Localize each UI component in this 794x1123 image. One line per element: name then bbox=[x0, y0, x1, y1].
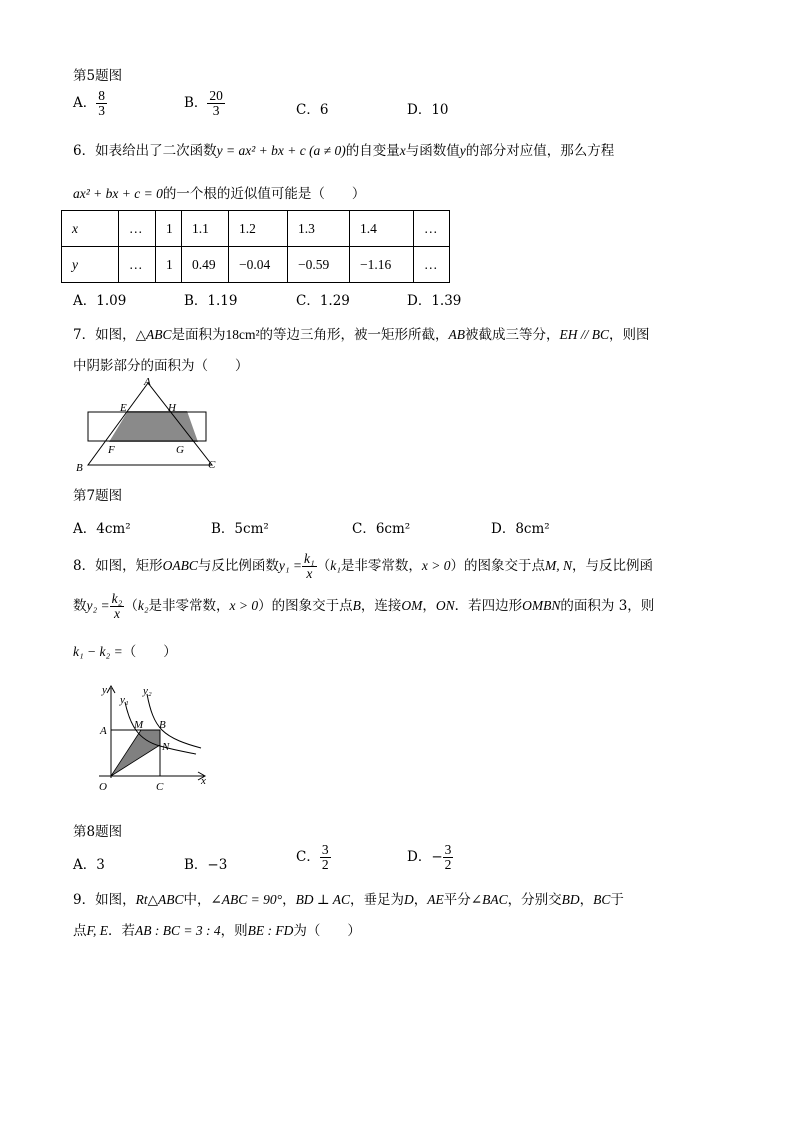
q5-option-a[interactable]: A． $\frac{8}{3}$ bbox=[73, 88, 105, 119]
q7-option-b[interactable]: B．5cm² bbox=[211, 521, 269, 537]
q9-stem-line2: 点F, E．若AB : BC = 3 : 4，则BE : FD为（ ） bbox=[73, 923, 361, 939]
q5-option-b[interactable]: B． $\frac{20}{3}$ bbox=[184, 88, 223, 119]
label-o: O bbox=[99, 781, 107, 793]
q7-stem-line1: 7．如图，△ABC是面积为18cm²的等边三角形，被一矩形所截，AB被截成三等分，EH // BC，则图 bbox=[73, 327, 650, 343]
fraction: $\frac{20}{3}$ bbox=[209, 88, 223, 119]
fraction: $\frac{3}{2}$ bbox=[321, 842, 329, 873]
table-cell: −0.59 bbox=[288, 247, 350, 283]
table-cell: −0.04 bbox=[229, 247, 288, 283]
label-a: A bbox=[100, 725, 107, 737]
q6-option-c[interactable]: C．1.29 bbox=[296, 293, 350, 309]
table-cell: y bbox=[62, 247, 119, 283]
table-cell: … bbox=[119, 247, 156, 283]
q7-option-d[interactable]: D．8cm² bbox=[491, 521, 550, 537]
q8-option-b[interactable]: B．−3 bbox=[184, 857, 228, 873]
label-c: C bbox=[208, 459, 216, 471]
label-y2: y₂ bbox=[143, 685, 152, 697]
label-y: y bbox=[102, 684, 107, 696]
q8-figure bbox=[96, 680, 216, 795]
label-n: N bbox=[162, 741, 170, 753]
q5-option-d[interactable]: D．10 bbox=[407, 102, 449, 118]
q8-figure-caption: 第8题图 bbox=[73, 824, 123, 840]
q7-figure bbox=[73, 376, 223, 476]
fraction: $\frac{8}{3}$ bbox=[98, 88, 105, 119]
q7-stem-line2: 中阴影部分的面积为（ ） bbox=[73, 358, 249, 374]
label-b: B bbox=[76, 462, 83, 474]
table-cell: … bbox=[414, 211, 450, 247]
fraction: $\frac{\text{k₁}}{x}$ bbox=[304, 551, 315, 582]
q8-stem-line1: 8．如图，矩形OABC与反比例函数y₁ = $\frac{\text{k₁}}{x}$ （k₁是非零常数，x > 0）的图象交于点M, N，与反比例函 bbox=[73, 551, 653, 582]
label-c: C bbox=[156, 781, 164, 793]
table-cell: 1.3 bbox=[288, 211, 350, 247]
fraction: $\frac{\text{k₂}}{x}$ bbox=[111, 591, 123, 622]
fraction: $\frac{3}{2}$ bbox=[444, 842, 452, 873]
q6-stem-line2: ax² + bx + c = 0的一个根的近似值可能是（ ） bbox=[73, 186, 366, 202]
table-cell: … bbox=[119, 211, 156, 247]
q8-stem-line2: 数y₂ = $\frac{\text{k₂}}{x}$ （k₂是非零常数，x > 0）的图象交于点B，连接OM，ON．若四边形OMBN的面积为 3，则 bbox=[73, 591, 655, 622]
table-cell: x bbox=[62, 211, 119, 247]
q8-stem-line3: k₁ − k₂ =（ ） bbox=[73, 644, 177, 660]
q8-option-a[interactable]: A．3 bbox=[73, 857, 105, 873]
q5-option-c[interactable]: C．6 bbox=[296, 102, 329, 118]
q6-stem-line1: 6．如表给出了二次函数y = ax² + bx + c (a ≠ 0)的自变量x与函数值y的部分对应值，那么方程 bbox=[73, 143, 615, 159]
q6-option-a[interactable]: A．1.09 bbox=[73, 293, 127, 309]
table-cell: 1.1 bbox=[182, 211, 229, 247]
q9-stem-line1: 9．如图，Rt△ABC中，∠ABC = 90°，BD ⊥ AC，垂足为D，AE平分∠BAC，分别交BD，BC于 bbox=[73, 892, 624, 908]
label-g: G bbox=[176, 444, 184, 456]
q7-figure-caption: 第7题图 bbox=[73, 488, 123, 504]
label-h: H bbox=[168, 402, 176, 414]
q7-option-c[interactable]: C．6cm² bbox=[352, 521, 411, 537]
table-cell: 0.49 bbox=[182, 247, 229, 283]
q8-option-d[interactable]: D．− $\frac{3}{2}$ bbox=[407, 842, 452, 873]
table-cell: 1.2 bbox=[229, 211, 288, 247]
table-cell: −1.16 bbox=[350, 247, 414, 283]
q6-option-b[interactable]: B．1.19 bbox=[184, 293, 238, 309]
q6-value-table bbox=[61, 210, 450, 283]
table-cell: 1 bbox=[156, 211, 182, 247]
label-m: M bbox=[134, 719, 144, 731]
q5-figure-caption: 第5题图 bbox=[73, 68, 123, 84]
table-cell: 1 bbox=[156, 247, 182, 283]
label-e: E bbox=[120, 402, 127, 414]
q8-option-c[interactable]: C． $\frac{3}{2}$ bbox=[296, 842, 329, 873]
label-f: F bbox=[108, 444, 115, 456]
table-cell: 1.4 bbox=[350, 211, 414, 247]
label-x: x bbox=[201, 775, 206, 787]
label-b: B bbox=[159, 719, 166, 731]
shaded-ombn bbox=[111, 730, 160, 776]
q6-option-d[interactable]: D．1.39 bbox=[407, 293, 462, 309]
q7-option-a[interactable]: A．4cm² bbox=[73, 521, 131, 537]
shaded-region bbox=[109, 411, 198, 442]
table-row-x bbox=[62, 211, 450, 247]
label-a: A bbox=[144, 376, 151, 388]
label-y1: y₁ bbox=[120, 694, 129, 706]
table-cell: … bbox=[414, 247, 450, 283]
table-row-y bbox=[62, 247, 450, 283]
